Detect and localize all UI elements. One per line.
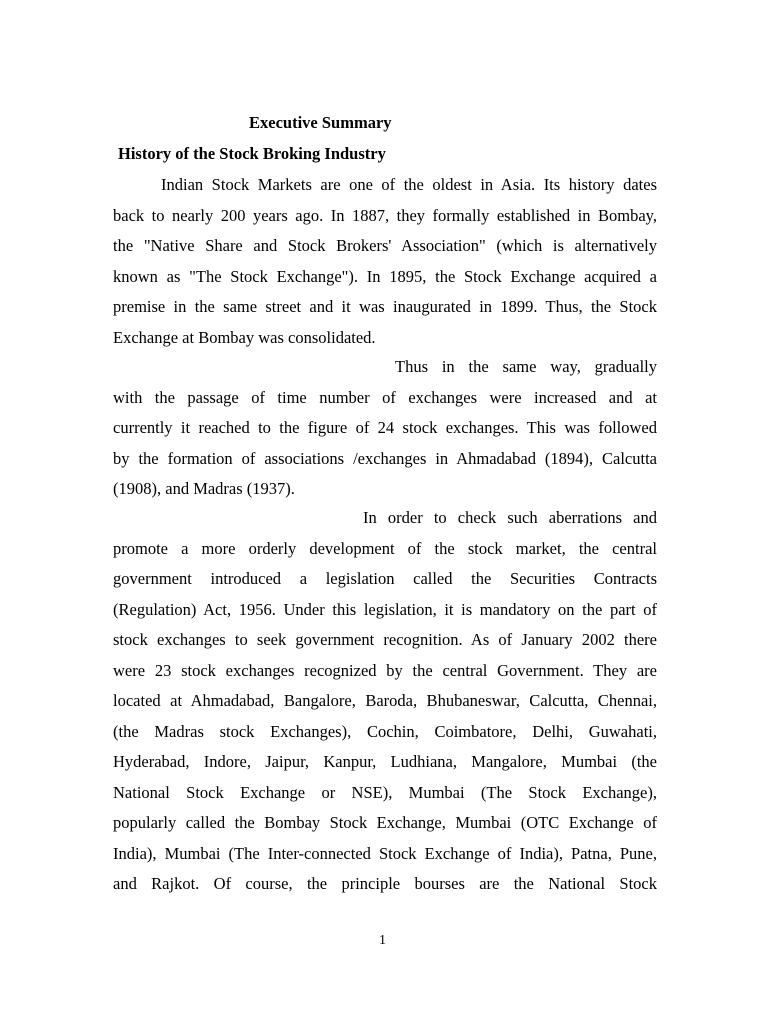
text-line: currently it reached to the figure of 24 stock exchanges. This was followed	[113, 418, 657, 437]
text-line: known as "The Stock Exchange"). In 1895, the Stock Exchange acquired a	[113, 266, 657, 286]
paragraph-history	[113, 170, 657, 353]
paragraph-regulation	[113, 503, 657, 900]
page-number: 1	[379, 933, 386, 948]
text-line: Indian Stock Markets are one of the oldest in Asia. Its history dates	[161, 175, 657, 194]
section-heading: History of the Stock Broking Industry	[118, 144, 386, 163]
text-line: (1908), and Madras (1937).	[113, 479, 295, 498]
text-line: In order to check such aberrations and	[363, 508, 657, 527]
text-line: by the formation of associations /exchanges in Ahmadabad (1894), Calcutta	[113, 448, 657, 468]
text-line: (Regulation) Act, 1956. Under this legislation, it is mandatory on the part of	[113, 599, 657, 619]
text-line: Thus in the same way, gradually	[395, 357, 657, 376]
text-line: premise in the same street and it was inaugurated in 1899. Thus, the Stock	[113, 297, 657, 316]
text-line: National Stock Exchange or NSE), Mumbai (The Stock Exchange),	[113, 782, 657, 802]
text-line: promote a more orderly development of the stock market, the central	[113, 538, 657, 558]
text-line: the "Native Share and Stock Brokers' Association" (which is alternatively	[113, 236, 657, 255]
paragraph-growth	[113, 352, 657, 505]
page-title: Executive Summary	[249, 113, 392, 132]
text-line: located at Ahmadabad, Bangalore, Baroda, Bhubaneswar, Calcutta, Chennai,	[113, 691, 657, 710]
text-line: Exchange at Bombay was consolidated.	[113, 327, 376, 347]
text-line: Hyderabad, Indore, Jaipur, Kanpur, Ludhiana, Mangalore, Mumbai (the	[113, 752, 657, 771]
text-line: and Rajkot. Of course, the principle bourses are the National Stock	[113, 874, 657, 893]
text-line: back to nearly 200 years ago. In 1887, they formally established in Bombay,	[113, 205, 657, 225]
text-line: India), Mumbai (The Inter-connected Stock Exchange of India), Patna, Pune,	[113, 843, 657, 863]
text-line: popularly called the Bombay Stock Exchange, Mumbai (OTC Exchange of	[113, 813, 657, 832]
text-line: were 23 stock exchanges recognized by the central Government. They are	[113, 660, 657, 680]
text-line: with the passage of time number of exchanges were increased and at	[113, 387, 657, 407]
text-line: (the Madras stock Exchanges), Cochin, Coimbatore, Delhi, Guwahati,	[113, 721, 657, 741]
text-line: government introduced a legislation called the Securities Contracts	[113, 569, 657, 588]
text-line: stock exchanges to seek government recognition. As of January 2002 there	[113, 630, 657, 649]
